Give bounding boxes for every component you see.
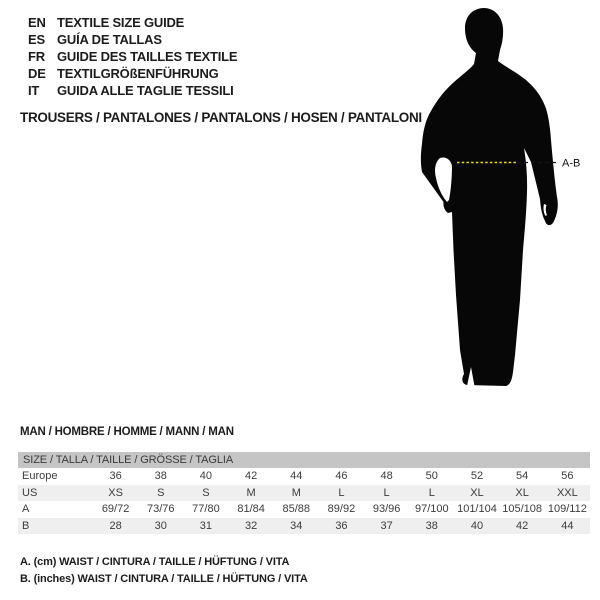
size-cell: XXL (556, 486, 578, 499)
size-cell: 93/96 (372, 503, 401, 516)
size-cell: 89/92 (327, 503, 356, 516)
size-cell: 34 (290, 519, 303, 532)
size-cell: L (428, 486, 435, 499)
size-cell: 73/76 (146, 503, 175, 516)
man-silhouette (421, 8, 558, 386)
size-cell: 36 (335, 519, 348, 532)
size-cell: 101/104 (457, 503, 497, 516)
size-cell: 36 (109, 470, 122, 483)
size-cell: XL (515, 486, 529, 499)
size-cell: L (338, 486, 345, 499)
size-cell: 97/100 (414, 503, 449, 516)
row-label: B (22, 519, 30, 532)
size-cell: 105/108 (502, 503, 543, 516)
size-cell: 28 (109, 519, 122, 532)
size-cell: 44 (290, 470, 303, 483)
language-title: TEXTILE SIZE GUIDE (57, 15, 185, 30)
language-code: ES (28, 32, 45, 47)
size-cell: 50 (425, 470, 438, 483)
size-cell: 38 (425, 519, 438, 532)
size-cell: 46 (335, 470, 348, 483)
note-b-inches: B. (inches) WAIST / CINTURA / TAILLE / HÜFTUNG / VITA (20, 572, 308, 585)
man-silhouette-svg (410, 0, 600, 400)
size-cell: 77/80 (192, 503, 220, 516)
language-title: GUÍA DE TALLAS (57, 32, 162, 47)
size-cell: 38 (154, 470, 167, 483)
language-title: GUIDE DES TAILLES TEXTILE (57, 49, 238, 64)
measure-label: A-B (562, 157, 581, 170)
size-cell: 42 (244, 470, 258, 483)
size-cell: 40 (199, 470, 213, 483)
size-cell: M (291, 486, 301, 499)
size-cell: 109/112 (547, 503, 587, 516)
language-title: GUIDA ALLE TAGLIE TESSILI (57, 83, 234, 98)
size-cell: L (383, 486, 390, 499)
size-cell: M (246, 486, 256, 499)
measurement-notes (20, 554, 308, 587)
note-a-cm: A. (cm) WAIST / CINTURA / TAILLE / HÜFTUNG / VITA (20, 556, 290, 568)
language-list (28, 14, 237, 99)
size-cell: 69/72 (101, 503, 130, 516)
language-code: DE (28, 66, 46, 81)
row-label: A (22, 503, 30, 516)
language-code: FR (28, 49, 45, 64)
size-cell: 40 (470, 519, 484, 532)
man-silhouette-figure (410, 0, 600, 400)
language-title: TEXTILGRÖßENFÜHRUNG (57, 66, 219, 81)
size-cell: 31 (199, 519, 213, 532)
size-cell: XL (470, 486, 484, 499)
language-row (28, 14, 237, 31)
row-label: Europe (22, 470, 58, 483)
table-row-a-cm (18, 501, 590, 518)
size-cell: 85/88 (282, 503, 311, 516)
size-cell: 48 (380, 470, 393, 483)
section-heading-man: MAN / HOMBRE / HOMME / MANN / MAN (20, 426, 234, 438)
table-row-us (18, 485, 590, 502)
size-cell: XS (108, 486, 123, 499)
size-cell: 52 (470, 470, 484, 483)
table-row-b-inches (18, 518, 590, 535)
size-cell: S (157, 486, 165, 499)
garment-heading: TROUSERS / PANTALONES / PANTALONS / HOSEN / PANTALONI (20, 110, 422, 125)
size-cell: S (202, 486, 210, 499)
size-cell: 44 (561, 519, 574, 532)
language-row (28, 65, 237, 82)
language-code: EN (28, 15, 46, 30)
size-cell: 32 (244, 519, 258, 532)
language-row (28, 31, 237, 48)
language-row (28, 48, 237, 65)
arm-torso-gap (435, 157, 452, 202)
language-row (28, 82, 237, 99)
language-code: IT (28, 83, 40, 98)
size-cell: 37 (380, 519, 393, 532)
size-cell: 30 (154, 519, 167, 532)
size-table (18, 452, 590, 534)
table-row-europe (18, 468, 590, 485)
size-cell: 56 (561, 470, 574, 483)
size-table-header: SIZE / TALLA / TAILLE / GRÖSSE / TAGLIA (18, 452, 590, 468)
row-label: US (22, 486, 38, 499)
size-table-header-row (18, 452, 590, 468)
size-cell: 54 (516, 470, 529, 483)
size-cell: 42 (516, 519, 529, 532)
size-cell: 81/84 (237, 503, 265, 516)
